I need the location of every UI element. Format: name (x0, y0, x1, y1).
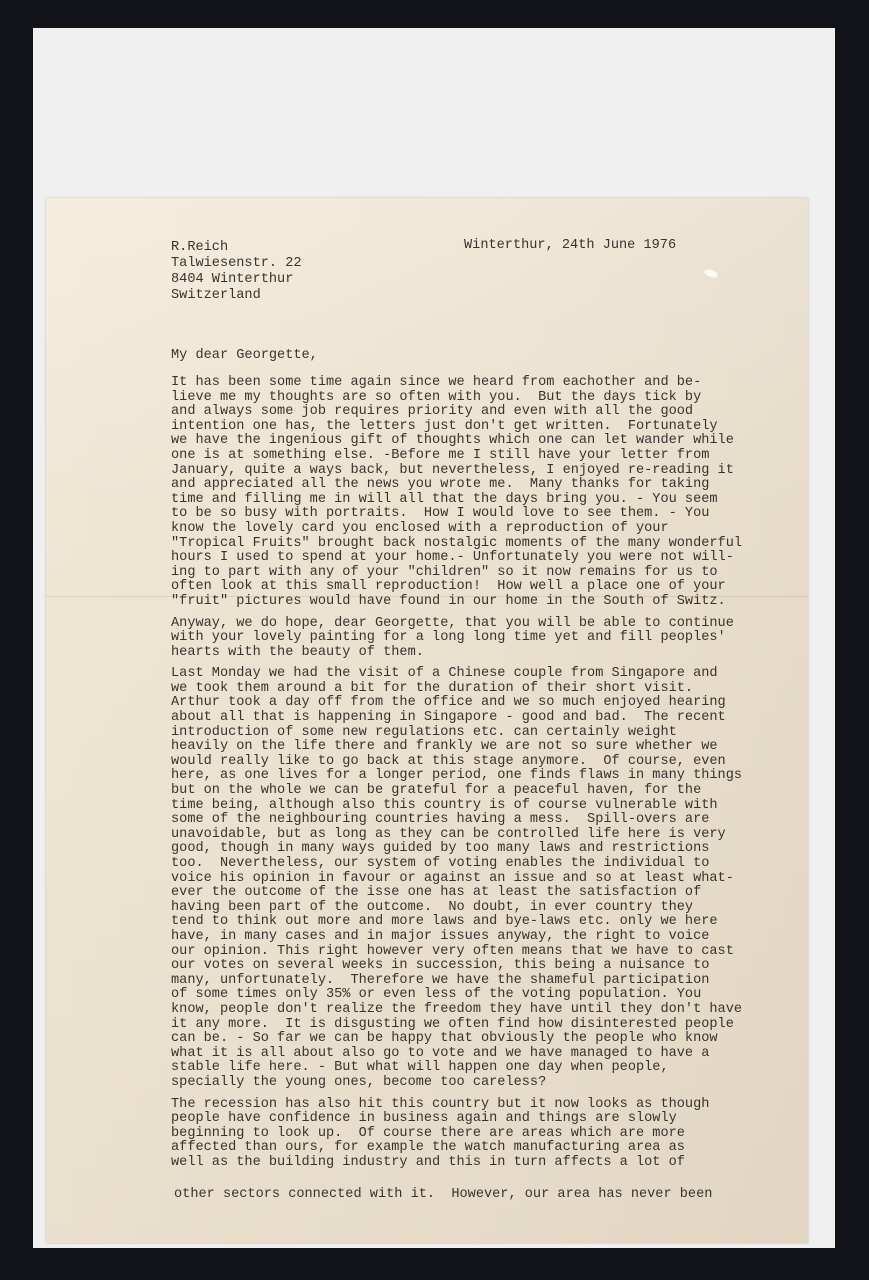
sender-line: Talwiesenstr. 22 (171, 256, 302, 271)
text-line: our opinion. This right however very often means that we have to cast (171, 943, 734, 959)
text-line: having been part of the outcome. No doubt, in ever country they (171, 899, 694, 915)
text-line: it any more. It is disgusting we often find how disinterested people (171, 1016, 734, 1032)
text-line: one is at something else. -Before me I still have your letter from (171, 447, 710, 463)
text-line: what it is all about also go to vote and we have managed to have a (171, 1045, 710, 1061)
salutation: My dear Georgette, (171, 348, 318, 363)
text-line: know the lovely card you enclosed with a reproduction of your (171, 520, 669, 536)
text-line: unavoidable, but as long as they can be controlled life here is very (171, 826, 726, 842)
sender-line: R.Reich (171, 240, 229, 255)
paragraph (171, 376, 742, 610)
text-line: would really like to go back at this stage anymore. Of course, even (171, 753, 726, 769)
text-line: about all that is happening in Singapore - good and bad. The recent (171, 710, 726, 726)
sender-line: 8404 Winterthur (171, 272, 294, 287)
paper-blemish (703, 268, 719, 279)
text-line: hours I used to spend at your home.- Unfortunately you were not will- (171, 550, 734, 566)
text-line: ever the outcome of the isse one has at least the satisfaction of (171, 885, 702, 901)
text-line: "fruit" pictures would have found in our home in the South of Switz. (171, 593, 726, 609)
text-line: we have the ingenious gift of thoughts which one can let wander while (171, 433, 734, 449)
text-line: January, quite a ways back, but nevertheless, I enjoyed re-reading it (171, 462, 734, 478)
text-line: know, people don't realize the freedom they have until they don't have (171, 1001, 743, 1017)
text-line: intention one has, the letters just don't get written. Fortunately (171, 418, 718, 434)
text-line: often look at this small reproduction! How well a place one of your (171, 579, 726, 595)
text-line: well as the building industry and this in turn affects a lot of (171, 1154, 685, 1170)
text-line: here, as one lives for a longer period, one finds flaws in many things (171, 768, 743, 784)
text-line: some of the neighbouring countries having a mess. Spill-overs are (171, 812, 710, 828)
paragraph (171, 667, 742, 1090)
text-line: our votes on several weeks in succession, this being a nuisance to (171, 958, 710, 974)
text-line: but on the whole we can be grateful for a peaceful haven, for the (171, 783, 702, 799)
text-line: we took them around a bit for the duration of their short visit. (171, 680, 694, 696)
text-line: too. Nevertheless, our system of voting enables the individual to (171, 856, 710, 871)
sender-address (171, 240, 302, 304)
text-line: many, unfortunately. Therefore we have the shameful participation (171, 972, 710, 988)
letter-last-line: other sectors connected with it. However, our area has never been (174, 1187, 713, 1202)
text-line: with your lovely painting for a long long time yet and fill peoples' (171, 630, 726, 646)
text-line: heavily on the life there and frankly we are not so sure whether we (171, 739, 718, 755)
text-line: ing to part with any of your "children" so it now remains for us to (171, 564, 718, 580)
text-line: good, though in many ways guided by too many laws and restrictions (171, 841, 710, 857)
text-line: of some times only 35% or even less of the voting population. You (171, 987, 702, 1003)
text-line: time being, although also this country is of course vulnerable with (171, 797, 718, 813)
sender-line: Switzerland (171, 288, 261, 303)
text-line: stable life here. - But what will happen one day when people, (171, 1060, 669, 1076)
text-line: Anyway, we do hope, dear Georgette, that you will be able to continue (171, 615, 734, 631)
text-line: voice his opinion in favour or against an issue and so at least what- (171, 870, 734, 886)
text-line: "Tropical Fruits" brought back nostalgic moments of the many wonderful (171, 535, 743, 551)
text-line: to be so busy with portraits. How I would love to see them. - You (171, 506, 710, 522)
text-line: beginning to look up. Of course there are areas which are more (171, 1125, 685, 1141)
text-line: hearts with the beauty of them. (171, 644, 424, 660)
place-date: Winterthur, 24th June 1976 (464, 238, 677, 253)
text-line: Last Monday we had the visit of a Chinese couple from Singapore and (171, 666, 718, 682)
text-line: introduction of some new regulations etc. can certainly weight (171, 724, 677, 740)
text-line: can be. - So far we can be happy that obviously the people who know (171, 1031, 718, 1047)
text-line: and appreciated all the news you wrote me. Many thanks for taking (171, 477, 710, 493)
text-line: The recession has also hit this country but it now looks as though (171, 1096, 710, 1112)
text-line: time and filling me in will all that the days bring you. - You seem (171, 491, 718, 507)
text-line: people have confidence in business again and things are slowly (171, 1111, 677, 1127)
text-line: lieve me my thoughts are so often with you. But the days tick by (171, 389, 702, 405)
text-line: have, in many cases and in major issues anyway, the right to voice (171, 928, 710, 944)
text-line: specially the young ones, become too careless? (171, 1074, 547, 1090)
paragraph (171, 617, 742, 661)
text-line: affected than ours, for example the watch manufacturing area as (171, 1140, 685, 1156)
text-line: and always some job requires priority and even with all the good (171, 404, 694, 420)
text-line: tend to think out more and more laws and bye-laws etc. only we here (171, 914, 718, 930)
text-line: Arthur took a day off from the office and we so much enjoyed hearing (171, 695, 726, 711)
text-line: It has been some time again since we heard from eachother and be- (171, 375, 702, 390)
letter-page (46, 198, 808, 1243)
letter-body (171, 376, 742, 1177)
paragraph (171, 1098, 742, 1171)
